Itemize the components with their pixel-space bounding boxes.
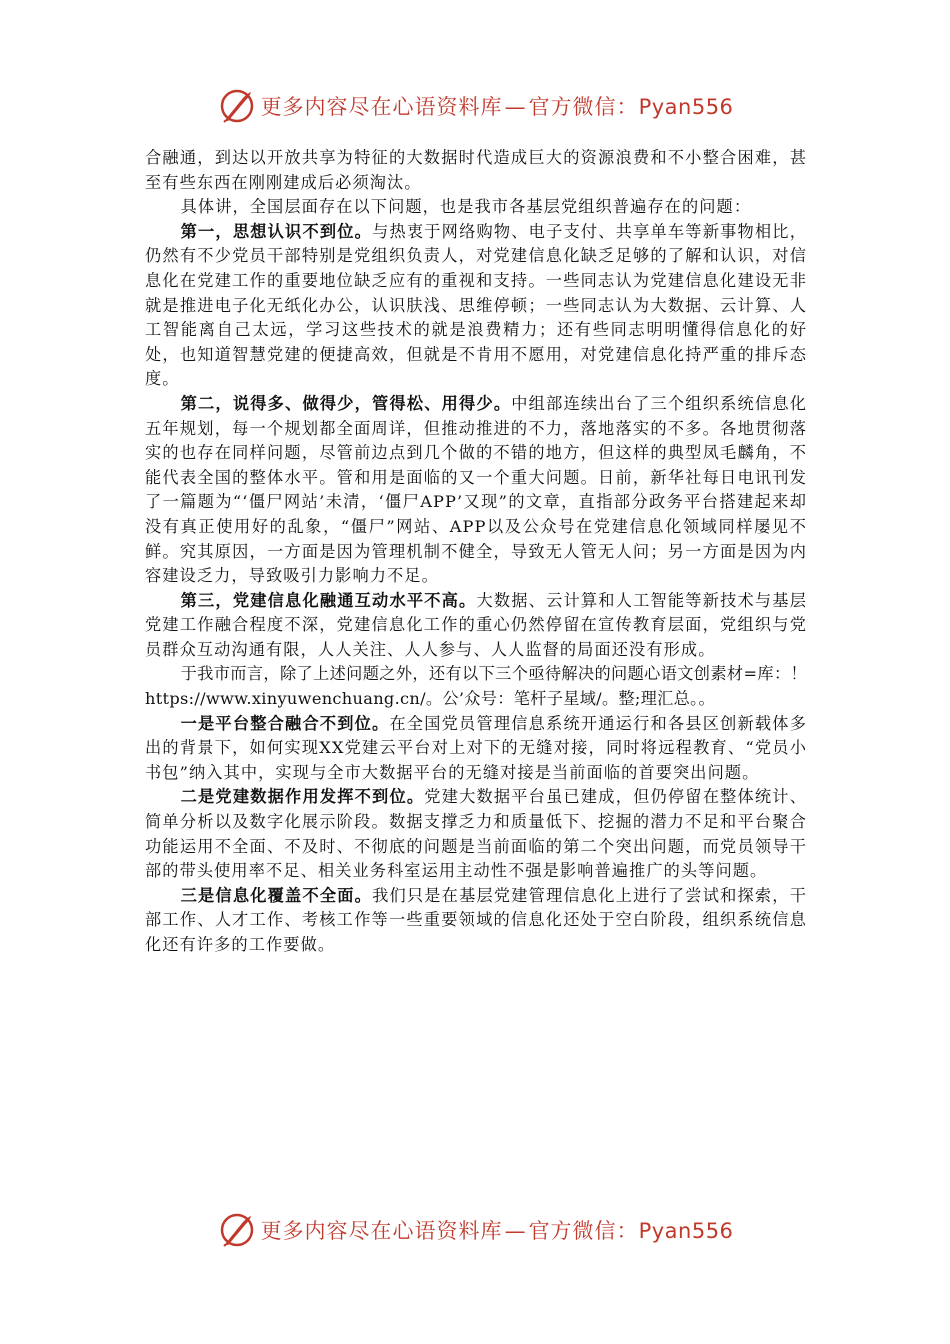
paragraph-body: 于我市而言，除了上述问题之外，还有以下三个亟待解决的问题心语文创素材=库：！https://www.xinyuwenchuang.cn/。公’众号：笔杆子星域/。整;理汇总。。: [145, 664, 807, 709]
paragraph-intro: [145, 195, 807, 220]
paragraph-issue-1: [145, 712, 807, 786]
footer-watermark-banner: [0, 1208, 950, 1252]
banner-text: [261, 1215, 734, 1245]
quill-logo-icon: [217, 1210, 257, 1250]
header-watermark-banner: [0, 84, 950, 128]
paragraph-continuation: [145, 146, 807, 195]
paragraph-body: 在全国党员管理信息系统开通运行和各县区创新载体多出的背景下，如何实现XX党建云平台对上对下的无缝对接，同时将远程教育、“党员小书包”纳入其中，实现与全市大数据平台的无缝对接是当前面临的首要突出问题。: [145, 713, 807, 782]
paragraph-body: 中组部连续出台了三个组织系统信息化五年规划，每一个规划都全面周详，但推动推进的不力，落地落实的不多。各地贯彻落实的也存在同样问题，尽管前边点到几个做的不错的地方，但这样的典型凤毛麟角，不能代表全国的整体水平。管和用是面临的又一个重大问题。日前，新华社每日电讯刊发了一篇题为“‘僵尸网站’未清，‘僵尸APP’又现”的文章，直指部分政务平台搭建起来却没有真正使用好的乱象，“僵尸”网站、APP以及公众号在党建信息化领域同样屡见不鲜。究其原因，一方面是因为管理机制不健全，导致无人管无人问；另一方面是因为内容建设乏力，导致吸引力影响力不足。: [145, 393, 808, 586]
banner-separator: —: [504, 95, 527, 119]
paragraph-body: 大数据、云计算和人工智能等新技术与基层党建工作融合程度不深，党建信息化工作的重心仍然停留在宣传教育层面，党组织与党员群众互动沟通有限，人人关注、人人参与、人人监督的局面还没有形成。: [145, 590, 807, 659]
banner-account: Pyan556: [638, 1219, 734, 1243]
paragraph-body: 党建大数据平台虽已建成，但仍停留在整体统计、简单分析以及数字化展示阶段。数据支撑乏力和质量低下、挖掘的潜力不足和平台聚合功能运用不全面、不及时、不彻底的问题是当前面临的第二个突出问题，而党员领导干部的带头使用率不足、相关业务科室运用主动性不强是影响普遍推广的头等问题。: [145, 787, 807, 881]
paragraph-problem-3: [145, 589, 807, 663]
document-body: [145, 146, 807, 958]
paragraph-body: 具体讲，全国层面存在以下问题，也是我市各基层党组织普遍存在的问题：: [180, 197, 752, 217]
banner-title: 更多内容尽在心语资料库: [260, 95, 503, 119]
paragraph-lead: 第一，思想认识不到位。: [180, 221, 373, 241]
banner-account: Pyan556: [638, 95, 734, 119]
paragraph-issue-3: [145, 884, 807, 958]
paragraph-body: 我们只是在基层党建管理信息化上进行了尝试和探索，干部工作、人才工作、考核工作等一些重要领域的信息化还处于空白阶段，组织系统信息化还有许多的工作要做。: [145, 885, 808, 954]
paragraph-problem-1: [145, 220, 807, 392]
quill-logo-icon: [217, 86, 257, 126]
paragraph-lead: 第二，说得多、做得少，管得松、用得少。: [180, 393, 512, 413]
paragraph-lead: 第三，党建信息化融通互动水平不高。: [180, 590, 477, 610]
banner-title: 更多内容尽在心语资料库: [260, 1219, 503, 1243]
paragraph-body: 与热衷于网络购物、电子支付、共享单车等新事物相比，仍然有不少党员干部特别是党组织负责人，对党建信息化缺乏足够的了解和认识，对信息化在党建工作的重要地位缺乏应有的重视和支持。一些同志认为党建信息化建设无非就是推进电子化无纸化办公，认识肤浅、思维停顿；一些同志认为大数据、云计算、人工智能离自己太远，学习这些技术的就是浪费精力；还有些同志明明懂得信息化的好处，也知道智慧党建的便捷高效，但就是不肯用不愿用，对党建信息化持严重的排斥态度。: [145, 221, 808, 389]
paragraph-lead: 二是党建数据作用发挥不到位。: [180, 787, 425, 807]
banner-separator: —: [504, 1219, 527, 1243]
paragraph-city-issues: [145, 662, 807, 711]
banner-wechat-label: 官方微信：: [528, 1219, 639, 1243]
banner-text: [261, 91, 734, 121]
paragraph-lead: 三是信息化覆盖不全面。: [180, 885, 373, 905]
paragraph-body: 合融通，到达以开放共享为特征的大数据时代造成巨大的资源浪费和不小整合困难，甚至有些东西在刚刚建成后必须淘汰。: [145, 148, 807, 192]
paragraph-issue-2: [145, 785, 807, 883]
banner-wechat-label: 官方微信：: [528, 95, 639, 119]
paragraph-lead: 一是平台整合融合不到位。: [180, 713, 390, 733]
paragraph-problem-2: [145, 392, 807, 589]
